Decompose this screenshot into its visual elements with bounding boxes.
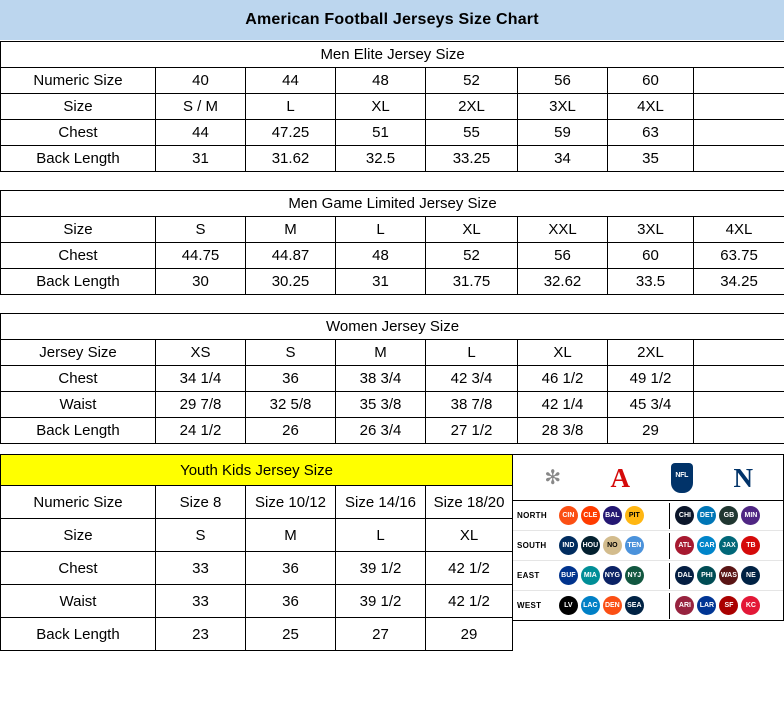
nfl-teams-panel [512, 454, 784, 621]
cell: 4XL [608, 94, 694, 120]
section-heading-women: Women Jersey Size [1, 314, 784, 340]
table-men-elite [0, 41, 784, 172]
table-women [0, 313, 784, 444]
cell: 29 [426, 618, 513, 651]
cell: 42 3/4 [426, 366, 518, 392]
row-label: Waist [1, 585, 156, 618]
team-logo: KC [741, 596, 760, 615]
nfc-team-group [673, 536, 783, 555]
cell: S [246, 340, 336, 366]
cell: 31 [336, 269, 426, 295]
cell: 4XL [694, 217, 784, 243]
league-logo-strip [513, 455, 783, 501]
cell: XL [518, 340, 608, 366]
team-logo: PIT [625, 506, 644, 525]
cell: 33.5 [608, 269, 694, 295]
team-logo: GB [719, 506, 738, 525]
team-logo: IND [559, 536, 578, 555]
team-logo: JAX [719, 536, 738, 555]
division-row-south [513, 531, 783, 561]
cell: 42 1/2 [426, 552, 513, 585]
cell: 3XL [518, 94, 608, 120]
team-logo: SEA [625, 596, 644, 615]
nfc-team-group [673, 506, 783, 525]
team-logo: CHI [675, 506, 694, 525]
cell: 34.25 [694, 269, 784, 295]
team-logo: PHI [697, 566, 716, 585]
cell: 39 1/2 [336, 585, 426, 618]
cell: S / M [156, 94, 246, 120]
cell: 47.25 [246, 120, 336, 146]
row-label: Back Length [1, 418, 156, 444]
cell: 36 [246, 366, 336, 392]
afc-team-group [557, 506, 667, 525]
cell: 36 [246, 585, 336, 618]
row-label: Chest [1, 366, 156, 392]
section-spacer [0, 444, 784, 454]
cell-empty [694, 418, 784, 444]
division-row-west [513, 591, 783, 620]
row-label: Chest [1, 120, 156, 146]
nfc-team-group [673, 596, 783, 615]
table-row [1, 146, 784, 172]
team-logo: MIA [581, 566, 600, 585]
team-logo: WAS [719, 566, 738, 585]
table-row [1, 94, 784, 120]
cell: 29 [608, 418, 694, 444]
team-logo: DEN [603, 596, 622, 615]
cell-empty [694, 392, 784, 418]
cell: Size 8 [156, 486, 246, 519]
team-logo: NE [741, 566, 760, 585]
row-label: Chest [1, 243, 156, 269]
team-logo: SF [719, 596, 738, 615]
youth-table-wrap [0, 454, 512, 651]
table-row [1, 418, 784, 444]
team-logo: CLE [581, 506, 600, 525]
row-label: Numeric Size [1, 486, 156, 519]
cell: 34 1/4 [156, 366, 246, 392]
table-row [1, 618, 513, 651]
cell: 38 7/8 [426, 392, 518, 418]
table-youth [0, 454, 513, 651]
cell: 36 [246, 552, 336, 585]
cell: 35 3/8 [336, 392, 426, 418]
cell: 32.5 [336, 146, 426, 172]
cell: 44 [156, 120, 246, 146]
cell: 52 [426, 243, 518, 269]
cell: 23 [156, 618, 246, 651]
pro-bowl-logo: ✻ [544, 466, 562, 489]
cell: 32.62 [518, 269, 608, 295]
section-spacer [0, 172, 784, 190]
division-label: NORTH [517, 511, 547, 520]
cell: 27 1/2 [426, 418, 518, 444]
row-label: Size [1, 519, 156, 552]
cell-empty [694, 366, 784, 392]
table-men-game-limited [0, 190, 784, 295]
section-heading-men-game-limited: Men Game Limited Jersey Size [1, 191, 784, 217]
table-row [1, 340, 784, 366]
cell: 44.87 [246, 243, 336, 269]
table-row [1, 68, 784, 94]
table-row [1, 585, 513, 618]
cell: 25 [246, 618, 336, 651]
team-logo: BAL [603, 506, 622, 525]
cell: 45 3/4 [608, 392, 694, 418]
cell: 46 1/2 [518, 366, 608, 392]
cell: XXL [518, 217, 608, 243]
cell-empty [694, 120, 784, 146]
cell: M [246, 519, 336, 552]
section-heading-youth: Youth Kids Jersey Size [1, 455, 513, 486]
cell: S [156, 519, 246, 552]
cell: L [336, 217, 426, 243]
table-row [1, 243, 784, 269]
table-row-section-heading [1, 191, 784, 217]
cell: 32 5/8 [246, 392, 336, 418]
section-spacer [0, 295, 784, 313]
table-row [1, 366, 784, 392]
cell: 34 [518, 146, 608, 172]
cell: 56 [518, 68, 608, 94]
cell: 44.75 [156, 243, 246, 269]
table-row [1, 519, 513, 552]
row-label: Numeric Size [1, 68, 156, 94]
cell: L [336, 519, 426, 552]
section-heading-men-elite: Men Elite Jersey Size [1, 42, 784, 68]
nfl-shield-logo [671, 463, 693, 493]
cell: Size 14/16 [336, 486, 426, 519]
cell: 63.75 [694, 243, 784, 269]
row-label: Back Length [1, 269, 156, 295]
team-logo: LAR [697, 596, 716, 615]
team-logo: TEN [625, 536, 644, 555]
cell: 33 [156, 585, 246, 618]
cell: 33 [156, 552, 246, 585]
team-logo: CIN [559, 506, 578, 525]
afc-team-group [557, 536, 667, 555]
cell: 27 [336, 618, 426, 651]
row-label: Waist [1, 392, 156, 418]
cell: 52 [426, 68, 518, 94]
team-logo: DET [697, 506, 716, 525]
cell: L [246, 94, 336, 120]
cell: 2XL [608, 340, 694, 366]
cell: 60 [608, 68, 694, 94]
cell-empty [694, 146, 784, 172]
table-row-section-heading [1, 42, 784, 68]
team-logo: HOU [581, 536, 600, 555]
row-label: Size [1, 94, 156, 120]
team-logo: BUF [559, 566, 578, 585]
cell: 55 [426, 120, 518, 146]
cell: 31.75 [426, 269, 518, 295]
team-logo: ARI [675, 596, 694, 615]
cell: 56 [518, 243, 608, 269]
afc-logo: A [610, 462, 630, 493]
cell: 3XL [608, 217, 694, 243]
nfc-team-group [673, 566, 783, 585]
team-logo: ATL [675, 536, 694, 555]
cell: 60 [608, 243, 694, 269]
cell: 63 [608, 120, 694, 146]
cell: 26 3/4 [336, 418, 426, 444]
row-label: Back Length [1, 618, 156, 651]
divider [669, 533, 670, 559]
team-logo: CAR [697, 536, 716, 555]
cell: Size 18/20 [426, 486, 513, 519]
team-logo: NYG [603, 566, 622, 585]
cell: 24 1/2 [156, 418, 246, 444]
nfc-logo: N [733, 462, 753, 493]
cell: 30.25 [246, 269, 336, 295]
table-row [1, 392, 784, 418]
cell: 59 [518, 120, 608, 146]
team-logo: LV [559, 596, 578, 615]
cell: 26 [246, 418, 336, 444]
cell: 42 1/2 [426, 585, 513, 618]
cell: 49 1/2 [608, 366, 694, 392]
table-row [1, 552, 513, 585]
cell: XL [426, 217, 518, 243]
cell: 48 [336, 243, 426, 269]
cell: 29 7/8 [156, 392, 246, 418]
team-logo: NYJ [625, 566, 644, 585]
divider [669, 563, 670, 589]
cell: 38 3/4 [336, 366, 426, 392]
divider [669, 503, 670, 529]
team-logo: MIN [741, 506, 760, 525]
division-label: EAST [517, 571, 540, 580]
division-row-north [513, 501, 783, 531]
cell: 44 [246, 68, 336, 94]
cell: M [336, 340, 426, 366]
cell: XS [156, 340, 246, 366]
cell: 42 1/4 [518, 392, 608, 418]
divider [669, 593, 670, 619]
cell: 2XL [426, 94, 518, 120]
afc-team-group [557, 566, 667, 585]
team-logo: LAC [581, 596, 600, 615]
cell: 31.62 [246, 146, 336, 172]
cell: 31 [156, 146, 246, 172]
table-row [1, 120, 784, 146]
table-row-section-heading [1, 314, 784, 340]
cell-empty [694, 340, 784, 366]
row-label: Size [1, 217, 156, 243]
bottom-area [0, 454, 784, 651]
cell: 51 [336, 120, 426, 146]
table-row-section-heading [1, 455, 513, 486]
cell: 33.25 [426, 146, 518, 172]
team-logo: TB [741, 536, 760, 555]
page-title: American Football Jerseys Size Chart [245, 11, 539, 28]
row-label: Jersey Size [1, 340, 156, 366]
cell: 39 1/2 [336, 552, 426, 585]
cell: S [156, 217, 246, 243]
team-logo: DAL [675, 566, 694, 585]
table-row [1, 269, 784, 295]
cell: 28 3/8 [518, 418, 608, 444]
page-title-bar [0, 0, 784, 41]
division-label: SOUTH [517, 541, 547, 550]
team-logo: NO [603, 536, 622, 555]
row-label: Chest [1, 552, 156, 585]
cell-empty [694, 68, 784, 94]
afc-team-group [557, 596, 667, 615]
table-row [1, 217, 784, 243]
division-label: WEST [517, 601, 542, 610]
cell-empty [694, 94, 784, 120]
division-row-east [513, 561, 783, 591]
cell: M [246, 217, 336, 243]
row-label: Back Length [1, 146, 156, 172]
cell: 35 [608, 146, 694, 172]
cell: 48 [336, 68, 426, 94]
cell: L [426, 340, 518, 366]
cell: Size 10/12 [246, 486, 336, 519]
cell: XL [426, 519, 513, 552]
cell: 40 [156, 68, 246, 94]
cell: XL [336, 94, 426, 120]
table-row [1, 486, 513, 519]
cell: 30 [156, 269, 246, 295]
